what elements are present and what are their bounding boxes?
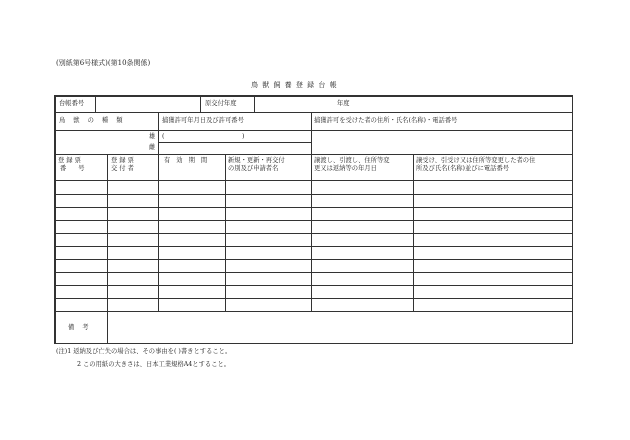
table-line (413, 154, 414, 311)
col-validity-period: 有 効 期 間 (164, 157, 210, 164)
permit-holder-label: 捕獲許可を受けた者の住所・氏名(名称)・電話番号 (314, 117, 458, 124)
table-row-line (54, 194, 573, 195)
table-line (158, 154, 159, 311)
capture-permit-label: 捕獲許可年月日及び許可番号 (162, 117, 244, 124)
note-1: (注)1 返納及び亡失の場合は、その事由を( )書きとすること。 (56, 348, 232, 355)
table-row-line (54, 246, 573, 247)
form-title: 鳥 獣 飼 養 登 録 台 帳 (251, 81, 338, 89)
table-line (311, 112, 312, 154)
table-line (107, 154, 108, 311)
col-registration-number (58, 157, 90, 172)
female-label: 雌 (149, 144, 156, 151)
col-renewal-line2: の別及び申請者名 (228, 164, 279, 172)
col-transfer-date (314, 157, 390, 172)
table-line (200, 95, 201, 112)
table-line (54, 180, 573, 181)
col-issuer (111, 157, 134, 172)
col-transfer-party (416, 157, 535, 172)
original-issue-year-label: 原交付年度 (205, 100, 237, 107)
col-transfer-date-line1: 譲渡し、引渡し、住所等変 (314, 157, 390, 164)
table-line (107, 311, 108, 344)
table-line (225, 154, 226, 311)
species-label: 鳥 獣 の 種 類 (59, 117, 126, 124)
table-border-left (54, 95, 56, 344)
form-number: (別紙第6号様式)(第10条関係) (56, 59, 151, 67)
table-row-line (54, 220, 573, 221)
table-border-bottom (54, 343, 573, 345)
note-2: 2 この用紙の大きさは、日本工業規格A4とすること。 (77, 361, 231, 368)
table-line (54, 112, 573, 113)
col-registration-number-line2: 番 号 (60, 164, 90, 172)
col-transfer-party-line2: 所及び氏名(名称)並びに電話番号 (416, 164, 510, 172)
table-line (54, 130, 573, 131)
col-transfer-date-line2: 更又は返納等の年月日 (314, 164, 377, 172)
col-transfer-party-line1: 譲受け、引受け又は住所等変更した者の住 (416, 157, 536, 164)
table-row-line (54, 259, 573, 260)
col-renewal (228, 157, 285, 172)
table-row-line (54, 311, 573, 312)
paren-close: ) (242, 133, 245, 140)
table-line (54, 154, 573, 155)
table-border-right (572, 95, 574, 344)
year-unit-label: 年度 (337, 100, 350, 107)
col-issuer-line1: 登 録 票 (111, 157, 134, 164)
male-label: 雄 (149, 133, 156, 140)
table-line (158, 142, 311, 143)
table-row-line (54, 272, 573, 273)
table-row-line (54, 207, 573, 208)
remarks-label: 備 考 (68, 324, 92, 331)
table-line (311, 154, 312, 311)
col-registration-number-line1: 登 録 票 (58, 157, 81, 164)
paren-open: ( (162, 133, 165, 140)
table-border-top (54, 95, 573, 97)
table-row-line (54, 285, 573, 286)
table-row-line (54, 233, 573, 234)
col-issuer-line2: 交 付 者 (111, 164, 134, 172)
table-line (95, 95, 96, 112)
table-row-line (54, 298, 573, 299)
col-renewal-line1: 新規・更新・再交付 (228, 157, 285, 164)
register-number-label: 台帳番号 (59, 100, 85, 107)
registration-ledger-table (54, 95, 573, 344)
table-line (254, 95, 255, 112)
table-line (158, 112, 159, 154)
